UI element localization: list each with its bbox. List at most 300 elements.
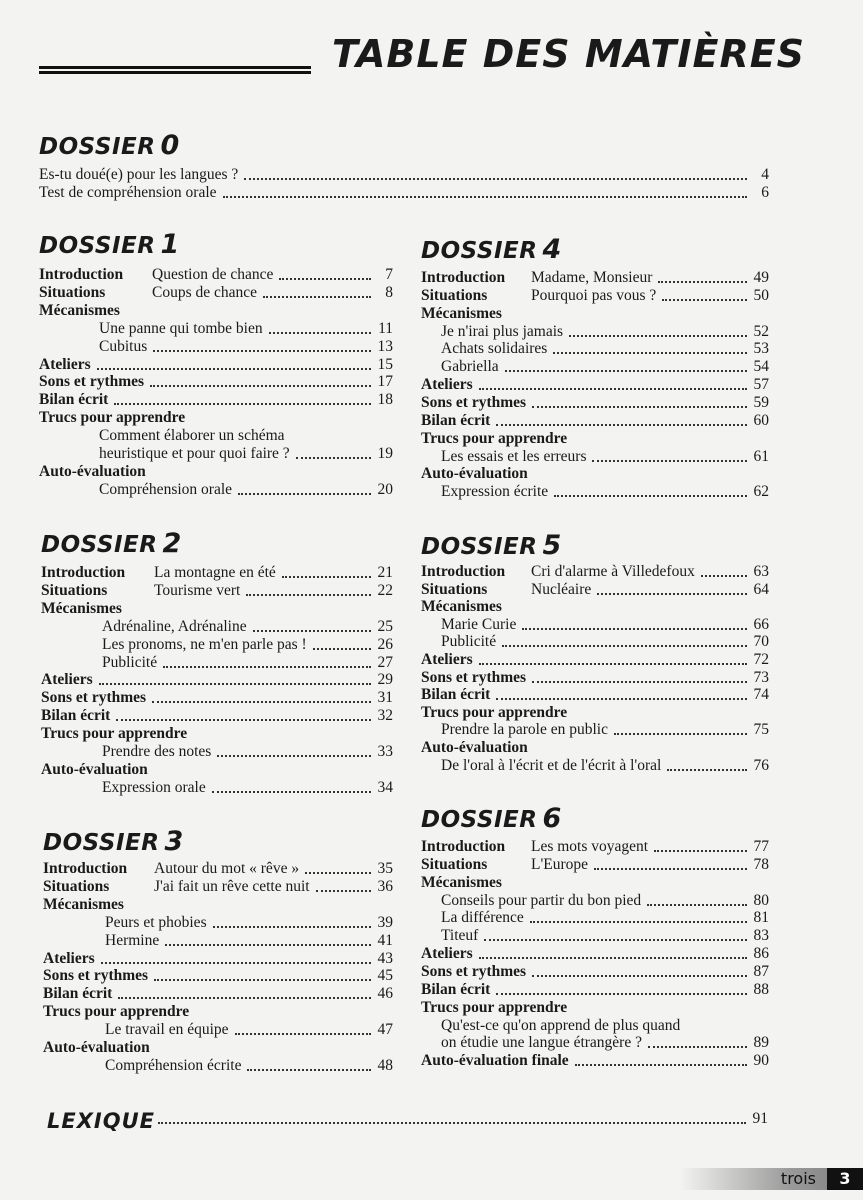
page-number: 74 — [753, 686, 769, 704]
section-label: Mécanismes — [421, 304, 502, 322]
dossier-label: DOSSIER — [43, 830, 160, 856]
toc-row — [421, 721, 769, 739]
toc-row — [421, 651, 769, 669]
page-number: 31 — [377, 689, 393, 707]
toc-row — [39, 391, 393, 409]
toc-row — [421, 430, 769, 448]
leader-dots — [247, 1069, 371, 1071]
toc-row — [421, 963, 769, 981]
dossier-number: 6 — [542, 803, 562, 834]
toc-row — [39, 373, 393, 391]
toc-row — [421, 376, 769, 394]
toc-row — [421, 704, 769, 722]
leader-dots — [246, 594, 371, 596]
leader-dots — [496, 993, 747, 995]
toc-row — [421, 358, 769, 376]
section-title: La différence — [441, 909, 524, 927]
section-title: Autour du mot « rêve » — [154, 860, 300, 877]
section-label: Mécanismes — [421, 873, 502, 891]
page-number: 15 — [377, 355, 393, 373]
section-title: Une panne qui tombe bien — [99, 319, 263, 337]
toc-row — [43, 985, 393, 1003]
section-title: Achats solidaires — [441, 340, 548, 358]
page-number: 59 — [753, 393, 769, 411]
page-number: 18 — [377, 391, 393, 409]
toc-row — [41, 671, 393, 689]
section-label: Bilan écrit — [421, 980, 491, 998]
section-title: Tourisme vert — [154, 581, 241, 599]
leader-dots — [530, 921, 747, 923]
leader-dots — [496, 424, 747, 426]
section-label: Situations — [421, 580, 488, 598]
page-number: 75 — [753, 721, 769, 739]
page-number: 29 — [377, 671, 393, 689]
page-number: 60 — [753, 411, 769, 429]
section-label: Introduction — [421, 269, 506, 286]
dossier-label: DOSSIER — [421, 807, 538, 833]
toc-row — [43, 950, 393, 968]
page-number: 45 — [377, 967, 393, 985]
dossier-label: DOSSIER — [39, 134, 156, 160]
toc-row — [421, 269, 769, 287]
lexique-page: 91 — [752, 1110, 768, 1127]
leader-dots — [575, 1064, 747, 1066]
toc-row — [421, 669, 769, 687]
page-number: 46 — [377, 985, 393, 1003]
toc-row — [421, 616, 769, 634]
leader-dots — [479, 957, 747, 959]
leader-dots — [217, 755, 371, 757]
dossier-heading — [421, 530, 562, 561]
leader-dots — [269, 332, 371, 334]
section-label: Sons et rythmes — [421, 962, 527, 980]
page-number: 34 — [377, 778, 393, 796]
page-number: 61 — [753, 447, 769, 465]
leader-dots — [532, 406, 747, 408]
toc-row — [421, 633, 769, 651]
dossier-number: 4 — [542, 234, 562, 265]
page-number: 81 — [753, 909, 769, 927]
section-title: Publicité — [102, 653, 158, 671]
section-label: Bilan écrit — [421, 411, 491, 429]
toc-row — [421, 981, 769, 999]
page-number: 89 — [753, 1034, 769, 1052]
leader-dots — [522, 628, 747, 630]
section-title: Expression orale — [102, 778, 206, 796]
toc-row — [39, 409, 393, 427]
toc-row — [43, 1057, 393, 1075]
page-number: 13 — [377, 337, 393, 355]
toc-row — [421, 563, 769, 581]
dossier-label: DOSSIER — [421, 534, 538, 560]
section-label: Auto-évaluation — [421, 465, 528, 483]
leader-dots — [701, 575, 747, 577]
leader-dots — [532, 975, 747, 977]
section-title: Titeuf — [441, 927, 479, 945]
page-number: 70 — [753, 633, 769, 651]
page-number: 63 — [753, 563, 769, 580]
section-title: L'Europe — [531, 855, 589, 873]
toc-row — [39, 338, 393, 356]
page-number: 49 — [753, 269, 769, 286]
leader-dots — [263, 296, 371, 298]
page-number: 76 — [753, 756, 769, 774]
toc-row — [39, 320, 393, 338]
toc-row — [421, 686, 769, 704]
toc-row — [421, 412, 769, 430]
leader-dots — [667, 769, 747, 771]
footer-page-word: trois — [780, 1169, 816, 1188]
page-number: 39 — [377, 913, 393, 931]
leader-dots — [554, 495, 747, 497]
section-title: Cubitus — [99, 337, 148, 355]
leader-dots — [479, 388, 747, 390]
leader-dots — [484, 939, 747, 941]
section-label: Trucs pour apprendre — [421, 703, 568, 721]
toc-row — [421, 305, 769, 323]
toc-row — [421, 465, 769, 483]
page-number: 83 — [753, 927, 769, 945]
leader-dots — [305, 872, 371, 874]
section-label: Trucs pour apprendre — [43, 1003, 190, 1021]
leader-dots — [165, 944, 371, 946]
toc-row — [43, 896, 393, 914]
toc-row — [421, 739, 769, 757]
page-number: 90 — [753, 1052, 769, 1070]
toc-row — [39, 427, 393, 445]
section-title: Expression écrite — [441, 483, 549, 501]
dossier-heading — [43, 826, 184, 857]
toc-row — [39, 266, 393, 284]
toc-row — [421, 1052, 769, 1070]
leader-dots — [158, 1122, 746, 1124]
page-number: 57 — [753, 376, 769, 394]
leader-dots — [114, 403, 371, 405]
section-label: Introduction — [43, 860, 128, 877]
footer-page-number: 3 — [827, 1168, 863, 1190]
leader-dots — [553, 352, 747, 354]
page-number: 35 — [377, 860, 393, 877]
section-title: Qu'est-ce qu'on apprend de plus quand — [441, 1016, 681, 1034]
toc-row — [43, 1039, 393, 1057]
section-label: Introduction — [421, 563, 506, 580]
lexique-row — [158, 1110, 768, 1128]
section-label: Mécanismes — [41, 599, 122, 617]
page-number: 33 — [377, 743, 393, 760]
leader-dots — [662, 299, 747, 301]
leader-dots — [654, 850, 747, 852]
toc-row — [421, 1034, 769, 1052]
leader-dots — [316, 890, 371, 892]
leader-dots — [658, 281, 747, 283]
section-title: Comment élaborer un schéma — [99, 427, 285, 445]
leader-dots — [648, 1046, 747, 1048]
section-label: Trucs pour apprendre — [421, 429, 568, 447]
section-title: Marie Curie — [441, 615, 517, 633]
toc-row — [41, 779, 393, 797]
section-title: Question de chance — [152, 266, 274, 283]
leader-dots — [647, 904, 747, 906]
section-label: Bilan écrit — [43, 985, 113, 1003]
section-title: J'ai fait un rêve cette nuit — [154, 877, 310, 895]
leader-dots — [502, 645, 747, 647]
toc-row — [41, 689, 393, 707]
page-number: 20 — [377, 480, 393, 498]
leader-dots — [479, 663, 747, 665]
page-number: 47 — [377, 1021, 393, 1039]
section-title: Madame, Monsieur — [531, 269, 653, 286]
page-number: 50 — [753, 286, 769, 304]
leader-dots — [279, 278, 371, 280]
toc-row — [39, 166, 769, 184]
section-label: Bilan écrit — [421, 686, 491, 704]
toc-row — [421, 340, 769, 358]
leader-dots — [223, 196, 747, 198]
section-title: Publicité — [441, 633, 497, 651]
page-number: 17 — [377, 373, 393, 391]
leader-dots — [244, 178, 747, 180]
leader-dots — [153, 350, 371, 352]
toc-row — [421, 757, 769, 775]
leader-dots — [152, 701, 371, 703]
toc-row — [39, 284, 393, 302]
page-number: 26 — [377, 635, 393, 653]
section-label: Situations — [421, 855, 488, 873]
toc-row — [43, 932, 393, 950]
toc-row — [41, 725, 393, 743]
toc-row — [39, 356, 393, 374]
leader-dots — [313, 648, 371, 650]
section-title: Cri d'alarme à Villedefoux — [531, 563, 695, 580]
page-number: 27 — [377, 653, 393, 671]
section-title: Es-tu doué(e) pour les langues ? — [39, 166, 239, 183]
dossier-heading — [421, 803, 562, 834]
toc-row — [421, 483, 769, 501]
toc-row — [41, 761, 393, 779]
dossier-number: 3 — [164, 826, 184, 857]
section-title: Adrénaline, Adrénaline — [102, 617, 247, 635]
toc-row — [421, 909, 769, 927]
dossier-number: 1 — [160, 229, 180, 260]
leader-dots — [253, 630, 371, 632]
page-number: 25 — [377, 617, 393, 635]
leader-dots — [212, 791, 371, 793]
toc-row — [41, 564, 393, 582]
toc-row — [41, 743, 393, 761]
toc-row — [421, 945, 769, 963]
section-label: Ateliers — [41, 671, 93, 689]
dossier-label: DOSSIER — [41, 532, 158, 558]
section-label: Sons et rythmes — [39, 373, 145, 391]
section-title: Nucléaire — [531, 580, 592, 598]
page-number: 8 — [385, 283, 393, 301]
dossier-label: DOSSIER — [39, 233, 156, 259]
leader-dots — [505, 370, 747, 372]
section-title: Coups de chance — [152, 283, 258, 301]
leader-dots — [594, 868, 747, 870]
page-number: 22 — [377, 581, 393, 599]
page-number: 73 — [753, 668, 769, 686]
page-number: 54 — [753, 358, 769, 376]
section-title: Conseils pour partir du bon pied — [441, 891, 642, 909]
toc-row — [421, 927, 769, 945]
section-label: Auto-évaluation — [43, 1039, 150, 1056]
section-title: Compréhension orale — [99, 480, 233, 498]
section-label: Sons et rythmes — [41, 689, 147, 707]
toc-row — [43, 967, 393, 985]
section-title: Compréhension écrite — [105, 1056, 242, 1074]
dossier-heading — [421, 234, 562, 265]
section-label: Sons et rythmes — [421, 393, 527, 411]
title-rule — [39, 66, 311, 74]
dossier-label: DOSSIER — [421, 238, 538, 264]
section-label: Ateliers — [421, 945, 473, 963]
toc-row — [43, 1003, 393, 1021]
section-title: De l'oral à l'écrit et de l'écrit à l'oral — [441, 756, 662, 774]
toc-row — [41, 654, 393, 672]
dossier-heading — [39, 130, 180, 161]
toc-row — [39, 445, 393, 463]
section-label: Situations — [43, 877, 110, 895]
page-number: 53 — [753, 340, 769, 358]
leader-dots — [532, 681, 747, 683]
leader-dots — [97, 368, 371, 370]
section-label: Trucs pour apprendre — [39, 409, 186, 427]
toc-row — [421, 999, 769, 1017]
page-number: 7 — [385, 266, 393, 283]
section-label: Auto-évaluation — [41, 760, 148, 778]
leader-dots — [163, 666, 371, 668]
section-label: Ateliers — [421, 376, 473, 394]
section-label: Mécanismes — [421, 598, 502, 616]
page-number: 87 — [753, 962, 769, 980]
section-title: Hermine — [105, 931, 160, 949]
page-number: 80 — [753, 891, 769, 909]
toc-row — [43, 860, 393, 878]
section-label: Ateliers — [39, 355, 91, 373]
leader-dots — [238, 493, 371, 495]
section-title: Le travail en équipe — [105, 1021, 229, 1039]
page-number: 62 — [753, 483, 769, 501]
page-title: TABLE DES MATIÈRES — [332, 32, 806, 76]
section-label: Situations — [421, 286, 488, 304]
leader-dots — [154, 979, 371, 981]
leader-dots — [592, 460, 747, 462]
toc-row — [421, 838, 769, 856]
section-title: Prendre des notes — [102, 743, 212, 760]
toc-row — [41, 636, 393, 654]
page-number: 52 — [753, 322, 769, 340]
toc-row — [43, 914, 393, 932]
toc-row — [41, 582, 393, 600]
page-number: 11 — [378, 319, 393, 337]
section-label: Trucs pour apprendre — [421, 998, 568, 1016]
section-label: Ateliers — [43, 949, 95, 967]
section-title: La montagne en été — [154, 564, 276, 581]
section-title: Peurs et phobies — [105, 913, 207, 931]
toc-row — [41, 707, 393, 725]
page-number: 66 — [753, 615, 769, 633]
page-number: 21 — [377, 564, 393, 581]
dossier-number: 0 — [160, 130, 180, 161]
page-number: 86 — [753, 945, 769, 963]
lexique-heading: LEXIQUE — [47, 1109, 155, 1133]
leader-dots — [296, 457, 371, 459]
toc-row — [41, 618, 393, 636]
section-title: Test de compréhension orale — [39, 184, 217, 201]
leader-dots — [597, 593, 747, 595]
page-number: 72 — [753, 651, 769, 668]
page-number: 43 — [377, 949, 393, 967]
toc-row — [421, 581, 769, 599]
section-title: Les essais et les erreurs — [441, 447, 587, 465]
section-label: Mécanismes — [39, 301, 120, 319]
toc-row — [43, 878, 393, 896]
toc-row — [421, 323, 769, 341]
section-title: Pourquoi pas vous ? — [531, 286, 657, 304]
page-number: 48 — [377, 1056, 393, 1074]
section-label: Introduction — [41, 564, 126, 581]
section-label: Bilan écrit — [41, 707, 111, 725]
page-number: 64 — [753, 580, 769, 598]
page-number: 32 — [377, 707, 393, 725]
toc-row — [421, 874, 769, 892]
toc-row — [421, 892, 769, 910]
section-title: Je n'irai plus jamais — [441, 322, 564, 340]
toc-row — [39, 184, 769, 202]
toc-row — [39, 463, 393, 481]
leader-dots — [496, 698, 747, 700]
section-label: Mécanismes — [43, 895, 124, 913]
section-label: Auto-évaluation — [39, 462, 146, 480]
toc-row — [39, 481, 393, 499]
section-label: Sons et rythmes — [421, 668, 527, 686]
toc-row — [41, 600, 393, 618]
page-number: 88 — [753, 980, 769, 998]
section-label: Auto-évaluation — [421, 739, 528, 756]
dossier-heading — [39, 229, 180, 260]
page-number: 36 — [377, 877, 393, 895]
section-label: Bilan écrit — [39, 391, 109, 409]
toc-row — [421, 448, 769, 466]
page-number: 6 — [761, 184, 769, 201]
leader-dots — [101, 962, 371, 964]
leader-dots — [614, 733, 747, 735]
dossier-number: 2 — [162, 528, 182, 559]
section-label: Ateliers — [421, 651, 473, 668]
page-number: 77 — [753, 838, 769, 855]
section-label: Sons et rythmes — [43, 967, 149, 985]
section-title: on étudie une langue étrangère ? — [441, 1034, 642, 1052]
leader-dots — [118, 997, 371, 999]
leader-dots — [116, 719, 371, 721]
section-label: Introduction — [39, 266, 124, 283]
section-label: Introduction — [421, 838, 506, 855]
leader-dots — [213, 926, 371, 928]
leader-dots — [235, 1033, 371, 1035]
page-number: 4 — [761, 166, 769, 183]
toc-row — [421, 598, 769, 616]
section-title: Prendre la parole en public — [441, 721, 608, 739]
dossier-heading — [41, 528, 182, 559]
section-title: heuristique et pour quoi faire ? — [99, 445, 290, 462]
section-title: Gabriella — [441, 358, 499, 376]
page-number: 19 — [377, 445, 393, 462]
toc-row — [39, 302, 393, 320]
toc-row — [421, 856, 769, 874]
toc-row — [421, 1017, 769, 1035]
section-label: Trucs pour apprendre — [41, 725, 188, 743]
